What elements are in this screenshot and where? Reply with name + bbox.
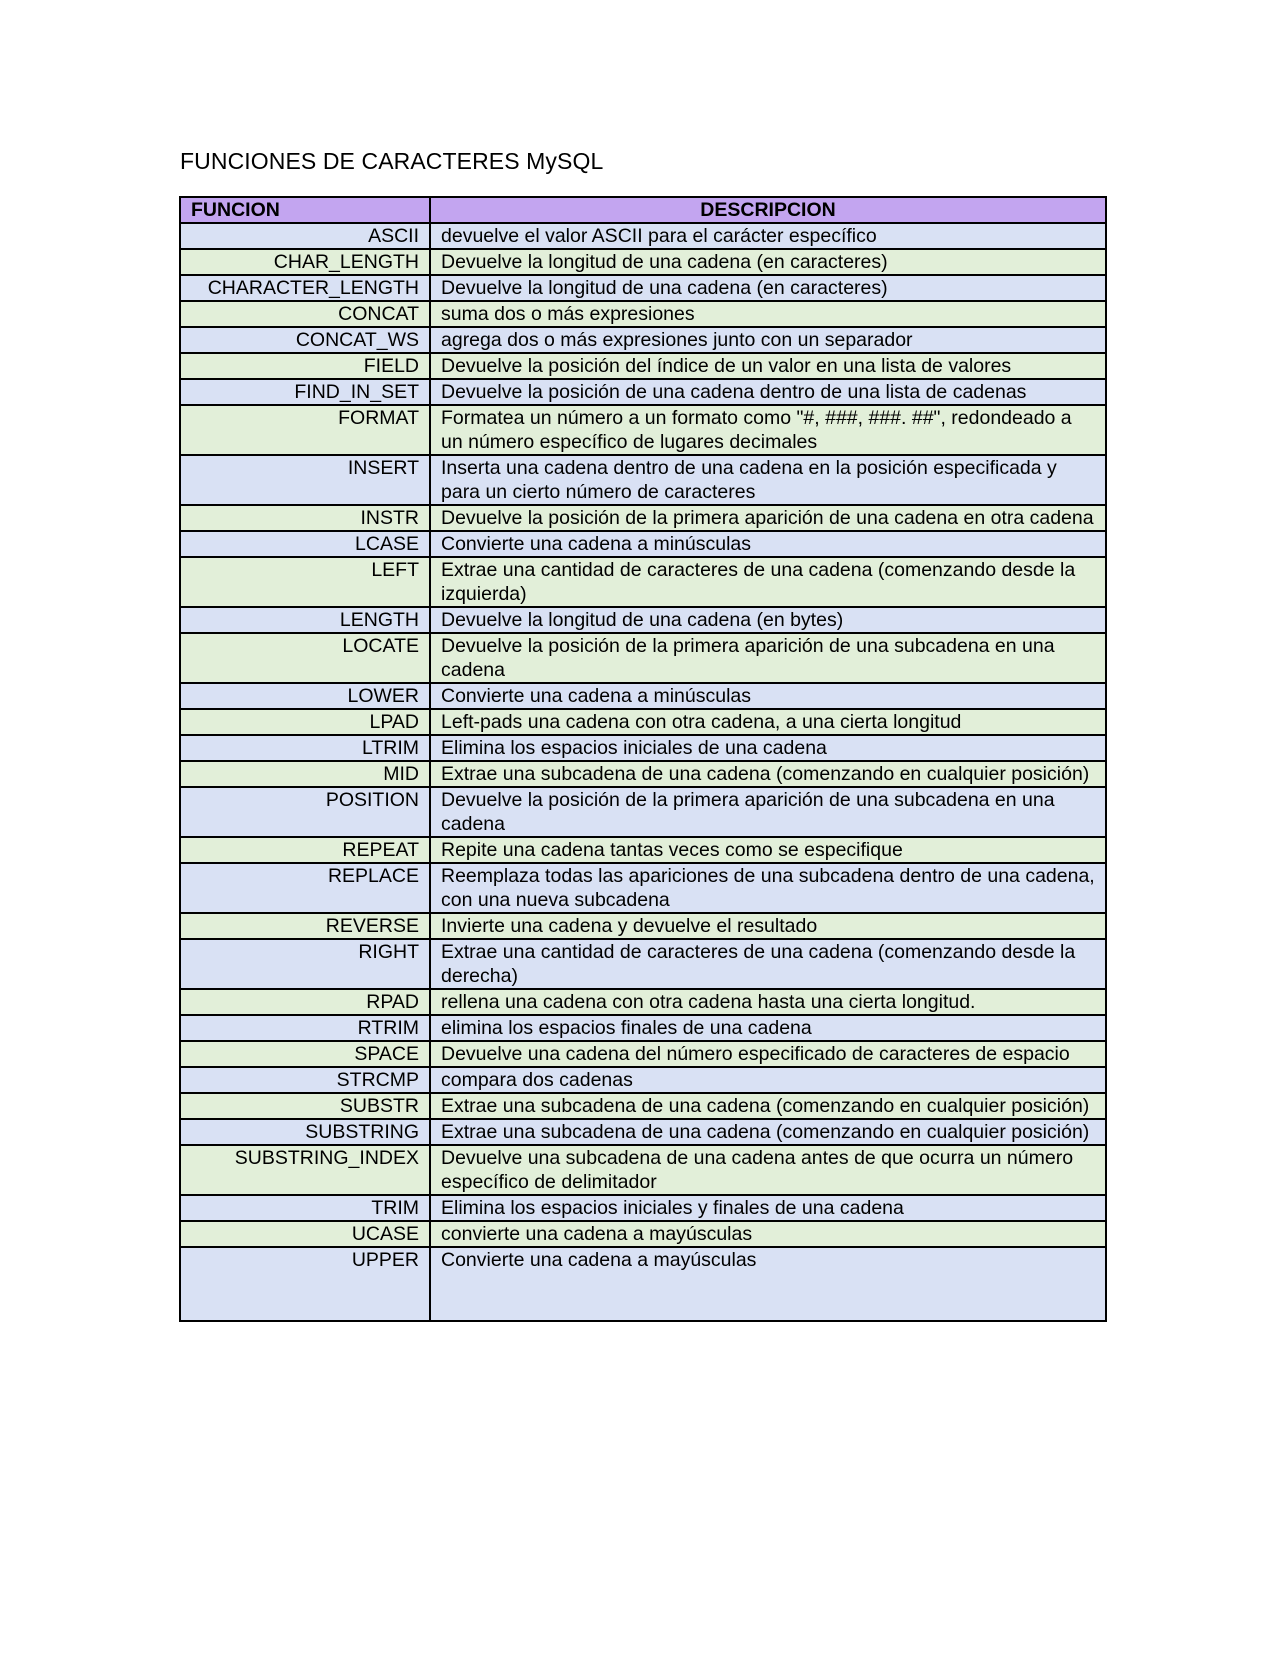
table-row <box>180 633 1106 683</box>
table-row <box>180 1093 1106 1119</box>
table-row <box>180 249 1106 275</box>
function-description-cell: Extrae una cantidad de caracteres de una cadena (comenzando desde la derecha) <box>430 939 1106 989</box>
header-descripcion: DESCRIPCION <box>430 197 1106 223</box>
function-description-cell: Reemplaza todas las apariciones de una subcadena dentro de una cadena, con una nueva subcadena <box>430 863 1106 913</box>
table-row <box>180 683 1106 709</box>
table-row <box>180 275 1106 301</box>
function-description-cell: Devuelve la posición de la primera aparición de una subcadena en una cadena <box>430 633 1106 683</box>
function-name-cell: CONCAT_WS <box>180 327 430 353</box>
table-row <box>180 1145 1106 1195</box>
table-row <box>180 1195 1106 1221</box>
table-row <box>180 223 1106 249</box>
function-name-cell: SUBSTRING <box>180 1119 430 1145</box>
function-description-cell: suma dos o más expresiones <box>430 301 1106 327</box>
function-name-cell: LENGTH <box>180 607 430 633</box>
function-name-cell: LCASE <box>180 531 430 557</box>
table-row <box>180 301 1106 327</box>
function-name-cell: CHAR_LENGTH <box>180 249 430 275</box>
table-row <box>180 913 1106 939</box>
function-description-cell: Devuelve una cadena del número especificado de caracteres de espacio <box>430 1041 1106 1067</box>
function-name-cell: INSTR <box>180 505 430 531</box>
function-description-cell: Devuelve la longitud de una cadena (en caracteres) <box>430 275 1106 301</box>
page-title: FUNCIONES DE CARACTERES MySQL <box>180 148 604 174</box>
function-description-cell: Devuelve la posición de la primera aparición de una subcadena en una cadena <box>430 787 1106 837</box>
table-row <box>180 939 1106 989</box>
table-row <box>180 353 1106 379</box>
function-description-cell: Extrae una subcadena de una cadena (comenzando en cualquier posición) <box>430 1093 1106 1119</box>
function-description-cell: Inserta una cadena dentro de una cadena en la posición especificada y para un cierto número de caracteres <box>430 455 1106 505</box>
function-name-cell: SUBSTR <box>180 1093 430 1119</box>
function-description-cell: compara dos cadenas <box>430 1067 1106 1093</box>
function-name-cell: RPAD <box>180 989 430 1015</box>
function-name-cell: REPEAT <box>180 837 430 863</box>
function-name-cell: UPPER <box>180 1247 430 1321</box>
table-row <box>180 1221 1106 1247</box>
table-row <box>180 735 1106 761</box>
table-row <box>180 557 1106 607</box>
table-row <box>180 379 1106 405</box>
table-row <box>180 405 1106 455</box>
function-description-cell: Extrae una subcadena de una cadena (comenzando en cualquier posición) <box>430 761 1106 787</box>
function-name-cell: CONCAT <box>180 301 430 327</box>
header-funcion: FUNCION <box>180 197 430 223</box>
function-name-cell: FIELD <box>180 353 430 379</box>
function-description-cell: Extrae una subcadena de una cadena (comenzando en cualquier posición) <box>430 1119 1106 1145</box>
function-name-cell: FORMAT <box>180 405 430 455</box>
table-row <box>180 455 1106 505</box>
function-description-cell: Devuelve la posición del índice de un valor en una lista de valores <box>430 353 1106 379</box>
function-name-cell: LOWER <box>180 683 430 709</box>
table-row <box>180 531 1106 557</box>
function-description-cell: agrega dos o más expresiones junto con un separador <box>430 327 1106 353</box>
function-description-cell: Repite una cadena tantas veces como se especifique <box>430 837 1106 863</box>
function-name-cell: FIND_IN_SET <box>180 379 430 405</box>
function-description-cell: Devuelve la longitud de una cadena (en caracteres) <box>430 249 1106 275</box>
function-description-cell: Elimina los espacios iniciales de una cadena <box>430 735 1106 761</box>
function-description-cell: Left-pads una cadena con otra cadena, a una cierta longitud <box>430 709 1106 735</box>
function-description-cell: Extrae una cantidad de caracteres de una cadena (comenzando desde la izquierda) <box>430 557 1106 607</box>
function-name-cell: LPAD <box>180 709 430 735</box>
table-row <box>180 1247 1106 1321</box>
function-name-cell: POSITION <box>180 787 430 837</box>
table-body <box>180 223 1106 1321</box>
function-name-cell: LTRIM <box>180 735 430 761</box>
function-name-cell: ASCII <box>180 223 430 249</box>
function-description-cell: Convierte una cadena a mayúsculas <box>430 1247 1106 1321</box>
functions-table <box>179 196 1107 1322</box>
function-name-cell: UCASE <box>180 1221 430 1247</box>
table-row <box>180 1041 1106 1067</box>
table-row <box>180 837 1106 863</box>
table-row <box>180 1067 1106 1093</box>
table-header-row <box>180 197 1106 223</box>
function-name-cell: SUBSTRING_INDEX <box>180 1145 430 1195</box>
function-description-cell: Devuelve la longitud de una cadena (en bytes) <box>430 607 1106 633</box>
function-name-cell: RTRIM <box>180 1015 430 1041</box>
function-name-cell: STRCMP <box>180 1067 430 1093</box>
function-description-cell: Devuelve la posición de una cadena dentro de una lista de cadenas <box>430 379 1106 405</box>
function-description-cell: rellena una cadena con otra cadena hasta una cierta longitud. <box>430 989 1106 1015</box>
table-row <box>180 505 1106 531</box>
table-row <box>180 761 1106 787</box>
table-row <box>180 327 1106 353</box>
function-name-cell: INSERT <box>180 455 430 505</box>
function-name-cell: SPACE <box>180 1041 430 1067</box>
table-row <box>180 607 1106 633</box>
function-description-cell: elimina los espacios finales de una cadena <box>430 1015 1106 1041</box>
function-description-cell: Formatea un número a un formato como "#, ###, ###. ##", redondeado a un número específico de lugares decimales <box>430 405 1106 455</box>
function-description-cell: devuelve el valor ASCII para el carácter específico <box>430 223 1106 249</box>
table-row <box>180 863 1106 913</box>
function-name-cell: RIGHT <box>180 939 430 989</box>
table-row <box>180 1015 1106 1041</box>
table-row <box>180 709 1106 735</box>
function-name-cell: MID <box>180 761 430 787</box>
function-description-cell: Convierte una cadena a minúsculas <box>430 683 1106 709</box>
function-name-cell: LOCATE <box>180 633 430 683</box>
function-name-cell: LEFT <box>180 557 430 607</box>
function-description-cell: Devuelve la posición de la primera aparición de una cadena en otra cadena <box>430 505 1106 531</box>
function-description-cell: Invierte una cadena y devuelve el resultado <box>430 913 1106 939</box>
table-row <box>180 989 1106 1015</box>
table-row <box>180 1119 1106 1145</box>
function-description-cell: convierte una cadena a mayúsculas <box>430 1221 1106 1247</box>
table-row <box>180 787 1106 837</box>
function-name-cell: REVERSE <box>180 913 430 939</box>
function-description-cell: Elimina los espacios iniciales y finales de una cadena <box>430 1195 1106 1221</box>
function-name-cell: REPLACE <box>180 863 430 913</box>
function-description-cell: Devuelve una subcadena de una cadena antes de que ocurra un número específico de delimitador <box>430 1145 1106 1195</box>
function-description-cell: Convierte una cadena a minúsculas <box>430 531 1106 557</box>
function-name-cell: CHARACTER_LENGTH <box>180 275 430 301</box>
function-name-cell: TRIM <box>180 1195 430 1221</box>
